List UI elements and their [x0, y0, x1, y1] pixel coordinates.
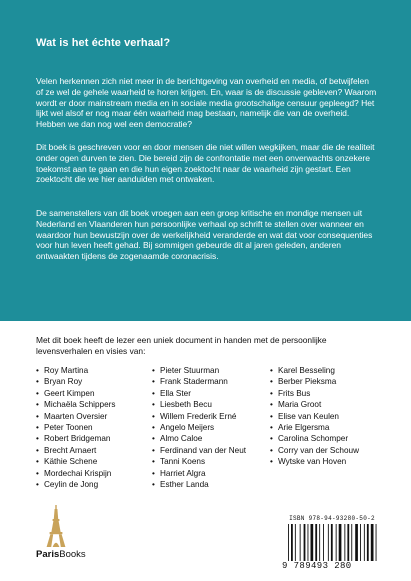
- barcode-bar: [323, 524, 324, 562]
- barcode-bar: [291, 524, 293, 562]
- barcode-bar: [355, 524, 358, 562]
- list-item: • Tanni Koens: [152, 456, 246, 467]
- list-item: • Michaëla Schippers: [36, 399, 115, 410]
- list-item: • Angelo Meijers: [152, 422, 246, 433]
- barcode-bar: [376, 524, 377, 562]
- list-item: • Elise van Keulen: [270, 411, 359, 422]
- contributor-list-column-1: [36, 365, 115, 490]
- list-item: • Maria Groot: [270, 399, 359, 410]
- list-item: • Mordechai Krispijn: [36, 468, 115, 479]
- list-item: • Ferdinand van der Neut: [152, 445, 246, 456]
- contributors-intro: Met dit boek heeft de lezer een uniek document in handen met de persoonlijke levensverhalen en visies van:: [36, 335, 327, 356]
- barcode-bar: [351, 524, 352, 562]
- blurb-paragraph-2: Dit boek is geschreven voor en door mensen die niet willen wegkijken, maar die de realiteit onder ogen durven te zien. Die bereid zijn de confrontatie met een onverwachts onzekere toekomst aan te gaan en die hun eigen zoektocht naar de waarheid zijn gestart. Een zoektocht die we hier aanduiden met ontwaken.: [36, 142, 375, 185]
- barcode-bar: [360, 524, 361, 562]
- list-item: • Robert Bridgeman: [36, 433, 115, 444]
- list-item: • Peter Toonen: [36, 422, 115, 433]
- barcode-bar: [339, 524, 342, 562]
- list-item: • Brecht Arnaert: [36, 445, 115, 456]
- barcode-bar: [328, 524, 329, 562]
- barcode-bar: [371, 524, 374, 562]
- barcode-bar: [336, 524, 337, 562]
- contributor-list-column-3: [270, 365, 359, 468]
- back-cover-bottom-panel: [0, 321, 411, 581]
- list-item: • Ella Ster: [152, 388, 246, 399]
- barcode-number: 9 789493 280: [282, 561, 382, 571]
- blurb-paragraph-3: De samenstellers van dit boek vroegen aan een groep kritische en mondige mensen uit Nederland en Vlaanderen hun persoonlijke verhaal op schrift te stellen over wanneer en waardoor hun bewustzijn over de werkelijkheid veranderde en wat dat voor consequenties voor hun leven heeft gehad. Bij sommigen gebeurde dit al jaren geleden, anderen ontwaakten tijdens de zogenaamde coronacrisis.: [36, 208, 373, 262]
- list-item: • Corry van der Schouw: [270, 445, 359, 456]
- list-item: • Almo Caloe: [152, 433, 246, 444]
- list-item: • Bryan Roy: [36, 376, 115, 387]
- barcode-bar: [364, 524, 365, 562]
- publisher-logo: [36, 505, 96, 565]
- barcode-bar: [344, 524, 345, 562]
- barcode-block: [282, 515, 382, 577]
- barcode-bar: [295, 524, 296, 562]
- blurb-paragraph-1: Velen herkennen zich niet meer in de berichtgeving van overheid en media, of betwijfelen of ze wel de gehele waarheid te horen krijgen. En, waar is de discussie gebleven? Waarom wordt er door mainstream media en in sociale media grootschalige censuur gepleegd? Het lijkt wel alsof er nog maar één waarheid mag bestaan, namelijk die van de overheid. Hebben we dan nog wel een democratie?: [36, 76, 377, 130]
- barcode-bar: [308, 524, 309, 562]
- list-item: • Esther Landa: [152, 479, 246, 490]
- list-item: • Berber Pieksma: [270, 376, 359, 387]
- barcode-bar: [319, 524, 320, 562]
- barcode-bar: [304, 524, 306, 562]
- list-item: • Käthie Schene: [36, 456, 115, 467]
- list-item: • Maarten Oversier: [36, 411, 115, 422]
- list-item: • Geert Kimpen: [36, 388, 115, 399]
- barcode: [284, 524, 380, 564]
- list-item: • Karel Besseling: [270, 365, 359, 376]
- barcode-bar: [311, 524, 314, 562]
- contributor-list-column-2: [152, 365, 246, 490]
- back-cover-title: Wat is het échte verhaal?: [36, 37, 171, 49]
- barcode-bar: [347, 524, 349, 562]
- eiffel-tower-icon: [44, 505, 68, 547]
- barcode-bar: [315, 524, 317, 562]
- list-item: • Carolina Schomper: [270, 433, 359, 444]
- barcode-bar: [300, 524, 301, 562]
- list-item: • Frits Bus: [270, 388, 359, 399]
- publisher-name: ParisBooks: [36, 549, 86, 560]
- list-item: • Wytske van Hoven: [270, 456, 359, 467]
- barcode-bar: [288, 524, 289, 564]
- list-item: • Roy Martina: [36, 365, 115, 376]
- barcode-bar: [331, 524, 333, 562]
- list-item: • Liesbeth Becu: [152, 399, 246, 410]
- list-item: • Pieter Stuurman: [152, 365, 246, 376]
- list-item: • Frank Stadermann: [152, 376, 246, 387]
- list-item: • Harriet Algra: [152, 468, 246, 479]
- list-item: • Ceylin de Jong: [36, 479, 115, 490]
- list-item: • Willem Frederik Erné: [152, 411, 246, 422]
- barcode-bar: [367, 524, 369, 562]
- isbn-text: ISBN 978-94-93280-50-2: [289, 515, 375, 522]
- list-item: • Arie Elgersma: [270, 422, 359, 433]
